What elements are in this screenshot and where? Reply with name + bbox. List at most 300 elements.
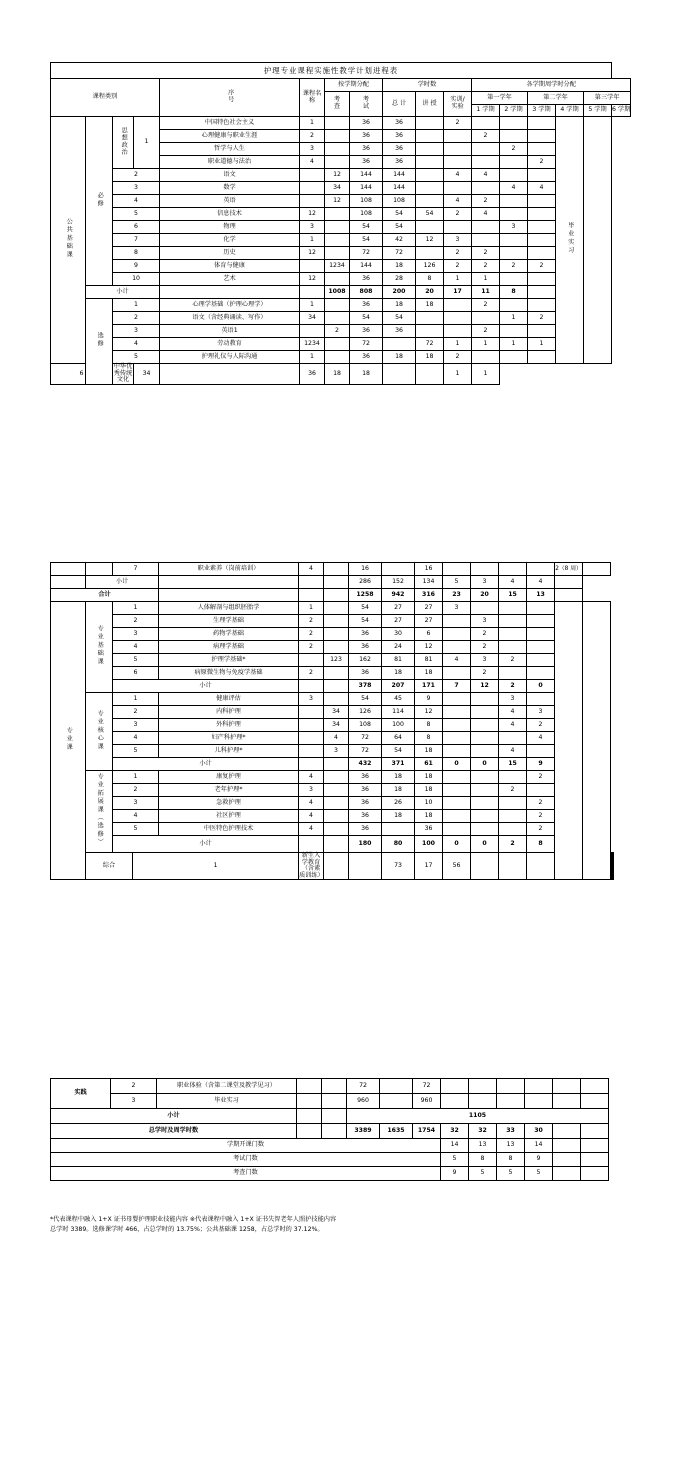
cell-lecture: 114 xyxy=(382,706,415,719)
row-seq: 5 xyxy=(113,654,159,667)
cell-t1: 7 xyxy=(443,680,471,693)
cell-t2: 0 xyxy=(471,758,499,771)
cell-test xyxy=(300,286,325,299)
cat-spacer xyxy=(51,576,86,589)
cell-t3 xyxy=(499,823,527,836)
cell-check: 12 xyxy=(300,273,325,286)
cell-test xyxy=(324,615,349,628)
cell-practice: 6 xyxy=(415,628,443,641)
cell-total: 1258 xyxy=(349,589,382,602)
table-row xyxy=(51,654,614,667)
cell-total: 36 xyxy=(350,325,383,338)
cell-t1: 2 xyxy=(444,247,472,260)
cell-t5 xyxy=(553,1094,581,1109)
cell-total: 3389 xyxy=(347,1124,380,1139)
total-label: 合计 xyxy=(51,589,159,602)
cell-t2: 4 xyxy=(472,208,500,221)
cell-lecture: 18 xyxy=(382,771,415,784)
row-seq: 7 xyxy=(113,234,160,247)
cell-test xyxy=(324,641,349,654)
cell-test xyxy=(324,771,349,784)
subtotal-label: 小计 xyxy=(86,286,160,299)
cell-lecture: 18 xyxy=(325,364,350,385)
cell-t3 xyxy=(499,615,527,628)
cell-t2 xyxy=(472,117,500,130)
cell-t2 xyxy=(472,143,500,156)
cell-total: 144 xyxy=(350,169,383,182)
cell-check xyxy=(324,853,349,880)
cell-t2 xyxy=(472,221,500,234)
row-seq: 4 xyxy=(113,195,160,208)
cell-lecture: 18 xyxy=(382,810,415,823)
course-name: 中华优秀传统文化 xyxy=(113,363,133,383)
table-row xyxy=(51,247,631,260)
cell-t4 xyxy=(528,234,556,247)
cell-t3 xyxy=(499,602,527,615)
cell-t3: 1 xyxy=(500,338,528,351)
cell-empty xyxy=(159,589,299,602)
cell-t2: 8 xyxy=(469,1153,497,1167)
cell-check: 1 xyxy=(300,299,325,312)
cell-practice: 16 xyxy=(415,563,443,576)
cell-t5 xyxy=(553,1167,581,1181)
cell-check: 3 xyxy=(299,693,324,706)
cell-check: 3 xyxy=(300,221,325,234)
cell-lecture: 36 xyxy=(383,143,416,156)
course-name: 急救护理 xyxy=(159,797,299,810)
course-name: 艺术 xyxy=(160,273,300,286)
table-row xyxy=(51,169,631,182)
header-seq: 序号 xyxy=(160,79,300,117)
cell-t2: 2 xyxy=(471,641,499,654)
table-row xyxy=(51,563,614,576)
header-term2: 2 学期 xyxy=(500,105,528,117)
row-seq: 7 xyxy=(113,563,159,576)
course-name: 英语1 xyxy=(160,325,300,338)
row-seq: 1 xyxy=(113,602,159,615)
cell-t2 xyxy=(469,1079,497,1094)
row-seq: 6 xyxy=(51,364,113,385)
header-hours-lecture: 讲 授 xyxy=(416,92,444,117)
cell-t1: 32 xyxy=(441,1124,469,1139)
cell-t2 xyxy=(471,693,499,706)
cell-t1: 20 xyxy=(416,286,444,299)
cell-check xyxy=(297,1079,322,1094)
cell-practice: 18 xyxy=(415,745,443,758)
cell-t1: 4 xyxy=(444,169,472,182)
header-term5: 5 学期 xyxy=(584,105,612,117)
cell-practice: 61 xyxy=(415,758,443,771)
cell-t2 xyxy=(472,351,500,364)
cell-test: 34 xyxy=(324,719,349,732)
cell-total: 36 xyxy=(300,364,325,385)
cell-check xyxy=(299,745,324,758)
cell-t5 xyxy=(555,602,583,880)
cell-t3 xyxy=(500,325,528,338)
table-row xyxy=(51,312,631,325)
cell-check: 3 xyxy=(300,143,325,156)
cell-total: 54 xyxy=(349,615,382,628)
cell-practice: 72 xyxy=(416,338,444,351)
cell-t4: 30 xyxy=(525,1124,553,1139)
cell-t2: 2 xyxy=(472,195,500,208)
cell-t2: 32 xyxy=(469,1124,497,1139)
cell-check: 4 xyxy=(299,771,324,784)
course-name: 心理健康与职业生涯 xyxy=(160,130,300,143)
cell-practice: 960 xyxy=(413,1094,441,1109)
course-name: 病原微生物与免疫学基础 xyxy=(159,667,299,680)
cell-lecture xyxy=(383,338,416,351)
cell-t2 xyxy=(472,182,500,195)
cell-lecture xyxy=(382,563,415,576)
cell-total: 72 xyxy=(350,338,383,351)
cell-t4: 2 xyxy=(527,719,555,732)
row-seq: 4 xyxy=(113,732,159,745)
row-seq: 3 xyxy=(111,1094,157,1109)
row-seq: 3 xyxy=(113,325,160,338)
cell-t4 xyxy=(528,351,556,364)
cell-t2: 2 xyxy=(471,667,499,680)
cell-t5 xyxy=(555,576,583,589)
cell-test xyxy=(322,1094,347,1109)
practice-subtotal-value: 1105 xyxy=(347,1109,609,1124)
row-seq: 1 xyxy=(113,299,160,312)
cell-total: 432 xyxy=(349,758,382,771)
cell-t3 xyxy=(499,667,527,680)
cell-practice: 8 xyxy=(416,273,444,286)
cell-t2 xyxy=(499,853,527,880)
cat-major-course: 专业课 xyxy=(51,602,86,880)
table-part3 xyxy=(50,1078,609,1181)
cell-t2 xyxy=(471,719,499,732)
cell-lecture: 27 xyxy=(382,615,415,628)
cell-check: 1 xyxy=(300,117,325,130)
table-row xyxy=(51,325,631,338)
cell-t1 xyxy=(441,1094,469,1109)
table-row xyxy=(51,667,614,680)
cell-total: 126 xyxy=(349,706,382,719)
cell-t3: 15 xyxy=(499,589,527,602)
cat-elective-cont xyxy=(86,563,113,576)
header-term4: 4 学期 xyxy=(556,105,584,117)
cell-total: 54 xyxy=(349,602,382,615)
cell-total: 36 xyxy=(350,351,383,364)
cell-lecture xyxy=(380,1079,413,1094)
cell-t2 xyxy=(471,823,499,836)
cell-total: 36 xyxy=(349,797,382,810)
cat-practice: 实践 xyxy=(51,1079,111,1109)
cell-t6 xyxy=(581,1094,609,1109)
cell-lecture: 28 xyxy=(383,273,416,286)
cell-t4 xyxy=(528,143,556,156)
cell-total: 54 xyxy=(350,312,383,325)
cell-practice xyxy=(416,130,444,143)
table-row xyxy=(51,810,614,823)
course-name: 哲学与人生 xyxy=(160,143,300,156)
cell-test xyxy=(349,853,382,880)
cell-t1 xyxy=(443,771,471,784)
cell-t3: 2 xyxy=(499,680,527,693)
cell-practice: 100 xyxy=(415,836,443,853)
subtotal-row xyxy=(51,286,631,299)
cat-major-base: 专业基础课 xyxy=(86,602,113,693)
cell-test xyxy=(324,563,349,576)
cell-test xyxy=(325,247,350,260)
course-name: 药物学基础 xyxy=(159,628,299,641)
row-seq: 3 xyxy=(113,182,160,195)
cell-check xyxy=(299,654,324,667)
row-seq: 4 xyxy=(113,338,160,351)
row-seq: 6 xyxy=(113,667,159,680)
cell-t1 xyxy=(443,745,471,758)
cell-lecture: 18 xyxy=(383,299,416,312)
row-seq: 8 xyxy=(113,247,160,260)
cell-test: 4 xyxy=(324,732,349,745)
header-exam-alloc: 按学期分配 xyxy=(325,79,383,92)
cell-t3 xyxy=(497,1094,525,1109)
cell-t2 xyxy=(471,563,499,576)
cell-test xyxy=(324,836,349,853)
cell-lecture: 64 xyxy=(382,732,415,745)
cell-t1 xyxy=(444,143,472,156)
cell-lecture: 144 xyxy=(383,182,416,195)
row-seq: 2 xyxy=(111,1079,157,1094)
row-seq: 4 xyxy=(113,641,159,654)
cell-practice: 12 xyxy=(416,234,444,247)
cell-lecture: 54 xyxy=(383,312,416,325)
cell-t2: 1 xyxy=(472,338,500,351)
cell-t3 xyxy=(500,351,528,364)
course-name: 内科护理 xyxy=(159,706,299,719)
cell-practice: 72 xyxy=(413,1079,441,1094)
cell-practice xyxy=(416,143,444,156)
grand-total-label: 总学时及周学时数 xyxy=(51,1124,297,1139)
cell-t1 xyxy=(444,221,472,234)
header-year1: 第一学年 xyxy=(472,92,528,105)
table-row xyxy=(51,1079,609,1094)
cell-practice: 200 xyxy=(383,286,416,299)
cell-t1 xyxy=(443,615,471,628)
table-row xyxy=(51,732,614,745)
cell-total: 36 xyxy=(349,784,382,797)
cell-check: 1 xyxy=(299,602,324,615)
cell-t3 xyxy=(499,628,527,641)
cell-total: 378 xyxy=(349,680,382,693)
cell-t1 xyxy=(471,853,499,880)
cell-practice: 126 xyxy=(416,260,444,273)
course-name: 职业体验（含第二课堂及教学见习） xyxy=(157,1079,297,1094)
cell-t5 xyxy=(555,589,583,602)
cell-t4 xyxy=(527,667,555,680)
table-row xyxy=(51,234,631,247)
cell-t3: 3 xyxy=(500,221,528,234)
cell-t3 xyxy=(497,1079,525,1094)
table-row xyxy=(51,208,631,221)
cell-check xyxy=(297,1124,322,1139)
cell-total: 36 xyxy=(350,273,383,286)
cell-test xyxy=(324,667,349,680)
header-term3: 3 学期 xyxy=(528,105,556,117)
cell-test xyxy=(324,784,349,797)
cell-lecture: 808 xyxy=(350,286,383,299)
cell-t4 xyxy=(528,169,556,182)
cell-t1: 9 xyxy=(441,1167,469,1181)
cell-test xyxy=(325,338,350,351)
cell-check: 4 xyxy=(299,810,324,823)
cell-t3: 2 xyxy=(499,784,527,797)
course-name: 语文（含经典诵读、写作） xyxy=(160,312,300,325)
total-row xyxy=(51,589,614,602)
subtotal-label: 小计 xyxy=(86,576,159,589)
cell-total: 72 xyxy=(347,1079,380,1094)
cell-t2 xyxy=(471,810,499,823)
row-seq: 9 xyxy=(113,260,160,273)
cell-total: 1008 xyxy=(325,286,350,299)
cell-t4 xyxy=(527,693,555,706)
cell-test xyxy=(325,208,350,221)
cell-t6 xyxy=(581,1124,609,1139)
cell-practice xyxy=(416,312,444,325)
subtotal-row xyxy=(51,836,614,853)
cell-t1: 2 xyxy=(444,351,472,364)
cell-t2: 2 xyxy=(472,260,500,273)
cell-practice: 18 xyxy=(415,784,443,797)
cell-total: 960 xyxy=(347,1094,380,1109)
course-name: 职业素养（岗前培训） xyxy=(159,563,299,576)
cell-check: 2 xyxy=(299,667,324,680)
cell-t5 xyxy=(553,1079,581,1094)
cell-total: 286 xyxy=(349,576,382,589)
cell-t4 xyxy=(527,745,555,758)
cell-practice: 18 xyxy=(350,364,383,385)
table-row xyxy=(51,771,614,784)
cell-check xyxy=(300,169,325,182)
cell-t1 xyxy=(444,182,472,195)
cell-check xyxy=(299,719,324,732)
header-term1: 1 学期 xyxy=(472,105,500,117)
table-part1 xyxy=(50,62,631,385)
cell-t1: 1 xyxy=(444,338,472,351)
cell-check xyxy=(299,589,324,602)
cell-t4: 14 xyxy=(525,1139,553,1153)
cell-t4 xyxy=(528,325,556,338)
cell-lecture: 54 xyxy=(382,745,415,758)
cell-total: 108 xyxy=(350,195,383,208)
cell-total: 36 xyxy=(350,117,383,130)
cell-check xyxy=(299,758,324,771)
cell-t3 xyxy=(500,195,528,208)
cell-t2 xyxy=(472,156,500,169)
cell-t3 xyxy=(500,299,528,312)
cell-lecture: 1635 xyxy=(380,1124,413,1139)
cell-t4 xyxy=(528,273,556,286)
table-row xyxy=(51,338,631,351)
cell-t4 xyxy=(525,1094,553,1109)
course-name: 社区护理 xyxy=(159,810,299,823)
cell-lecture: 18 xyxy=(382,667,415,680)
cell-total: 108 xyxy=(349,719,382,732)
cell-t3 xyxy=(527,853,555,880)
grand-total-row xyxy=(51,1124,609,1139)
cell-t3 xyxy=(499,810,527,823)
cell-t6 xyxy=(581,1153,609,1167)
cat-major-core: 专业核心课 xyxy=(86,693,113,771)
cell-t1 xyxy=(443,810,471,823)
cell-total: 36 xyxy=(349,810,382,823)
cell-total: 16 xyxy=(349,563,382,576)
cell-lecture: 81 xyxy=(382,654,415,667)
table-row xyxy=(51,693,614,706)
cell-t2 xyxy=(471,784,499,797)
cell-practice: 8 xyxy=(415,732,443,745)
cell-t2 xyxy=(416,364,444,385)
cell-t1: 2 xyxy=(444,208,472,221)
cell-t6 xyxy=(583,602,611,880)
table-row xyxy=(51,273,631,286)
header-term6: 6 学期 xyxy=(612,105,631,117)
cell-t1 xyxy=(444,325,472,338)
subtotal-label: 小计 xyxy=(51,1109,297,1124)
cell-t1: 2 xyxy=(444,260,472,273)
cell-t1 xyxy=(443,784,471,797)
cell-check xyxy=(299,732,324,745)
cell-test xyxy=(324,576,349,589)
cell-total: 36 xyxy=(349,641,382,654)
schedule-table-part2 xyxy=(50,562,614,880)
cell-t1 xyxy=(443,719,471,732)
cell-total: 54 xyxy=(350,221,383,234)
cell-t4: 8 xyxy=(527,836,555,853)
cell-t3: 4 xyxy=(499,576,527,589)
cell-t3 xyxy=(499,732,527,745)
cell-t2 xyxy=(471,706,499,719)
cell-test xyxy=(325,221,350,234)
footnotes xyxy=(50,1215,650,1234)
cell-total: 36 xyxy=(350,143,383,156)
cell-t1: 5 xyxy=(443,576,471,589)
cell-check: 4 xyxy=(299,563,324,576)
cell-total: 54 xyxy=(349,693,382,706)
cell-check: 1 xyxy=(300,234,325,247)
cell-t6-empty xyxy=(584,117,612,364)
cell-total: 36 xyxy=(350,156,383,169)
cell-test xyxy=(324,758,349,771)
cell-practice: 18 xyxy=(416,351,444,364)
cell-t1 xyxy=(443,823,471,836)
cell-t2: 2 xyxy=(472,299,500,312)
footnote-2: 总学时 3389。选修课学时 466，占总学时的 13.75%；公共基础课 1258，占总学时的 37.12%。 xyxy=(50,1225,324,1233)
cell-t1 xyxy=(443,706,471,719)
cell-t3 xyxy=(500,169,528,182)
cat-graduation-practice: 毕业实习 xyxy=(556,117,584,364)
summary-label: 考试门数 xyxy=(51,1153,441,1167)
cell-check xyxy=(300,195,325,208)
table-row xyxy=(51,364,631,385)
cell-t4: 3 xyxy=(527,706,555,719)
table-row xyxy=(51,706,614,719)
cell-t2: 5 xyxy=(469,1167,497,1181)
cell-check: 2 xyxy=(300,130,325,143)
row-seq: 3 xyxy=(113,797,159,810)
course-name: 物理 xyxy=(160,221,300,234)
course-name: 妇产科护理* xyxy=(159,732,299,745)
course-name: 职业道德与法治 xyxy=(160,156,300,169)
cell-test xyxy=(325,130,350,143)
cell-lecture: 108 xyxy=(383,195,416,208)
row-seq: 4 xyxy=(113,810,159,823)
course-name: 康复护理 xyxy=(159,771,299,784)
course-name: 中国特色社会主义 xyxy=(160,117,300,130)
